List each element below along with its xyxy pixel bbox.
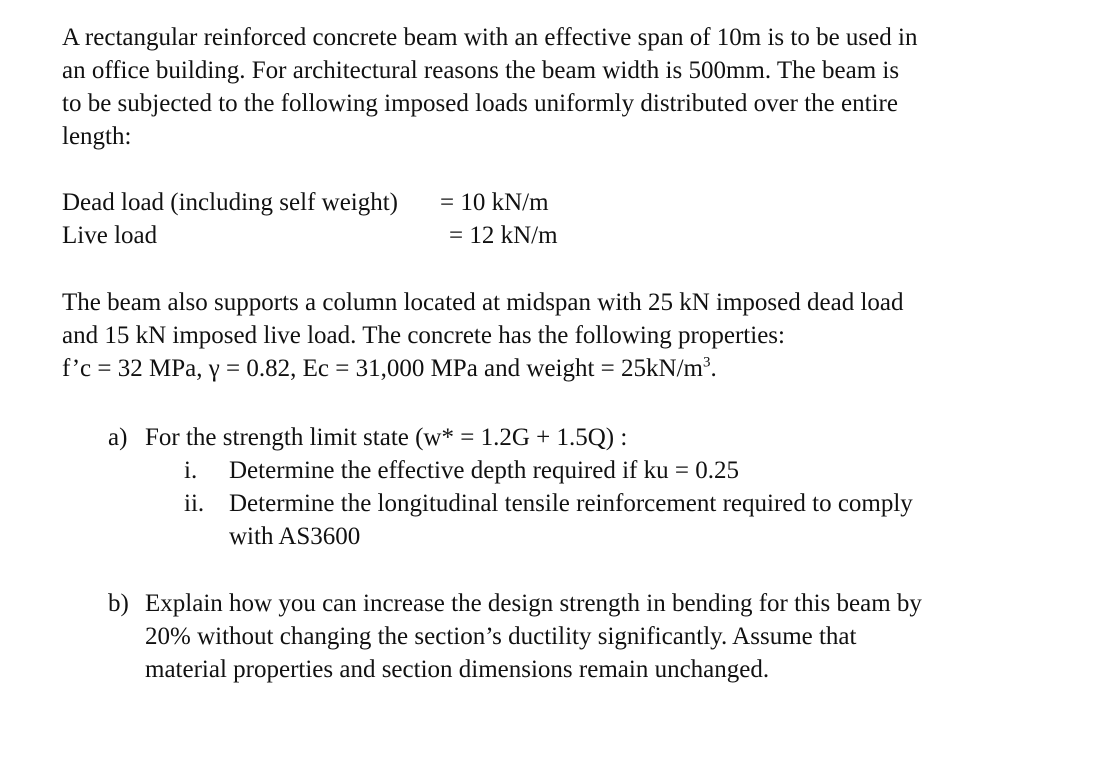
sub-ii-text [229, 487, 1059, 553]
question-b-line: Explain how you can increase the design strength in bending for this beam by [145, 590, 922, 617]
intro-line: A rectangular reinforced concrete beam with an effective span of 10m is to be used in [62, 24, 918, 51]
column-paragraph [62, 286, 1072, 385]
question-a-row [108, 421, 1068, 454]
sub-ii-line: with AS3600 [229, 523, 361, 550]
intro-line: length: [62, 123, 132, 150]
intro-line: an office building. For architectural reasons the beam width is 500mm. The beam is [62, 57, 900, 84]
intro-paragraph [62, 21, 1072, 153]
question-b-text [145, 587, 1065, 686]
concrete-properties-text: f’c = 32 MPa, γ = 0.82, Ec = 31,000 MPa and weight = 25kN/m [62, 355, 703, 382]
live-load-row [62, 219, 662, 252]
dead-load-row [62, 186, 662, 219]
column-line: The beam also supports a column located at midspan with 25 kN imposed dead load [62, 289, 904, 316]
live-load-label: Live load [62, 222, 158, 249]
question-b-line: material properties and section dimensions remain unchanged. [145, 656, 770, 683]
dead-load-label: Dead load (including self weight) [62, 189, 399, 216]
concrete-properties-line [62, 352, 1072, 385]
question-a-text: For the strength limit state (w* = 1.2G + 1.5Q) : [145, 424, 628, 451]
question-a-marker: a) [108, 424, 128, 451]
sub-i-text [229, 454, 1059, 487]
dead-load-value: = 10 kN/m [440, 189, 549, 216]
question-b-line: 20% without changing the section’s ductility significantly. Assume that [145, 623, 857, 650]
loads-list [62, 186, 662, 252]
sub-ii-line: Determine the longitudinal tensile reinforcement required to comply [229, 490, 913, 517]
sub-i-line: Determine the effective depth required if ku = 0.25 [229, 457, 739, 484]
sub-ii-marker: ii. [184, 490, 205, 517]
properties-end: . [710, 355, 717, 382]
question-a [108, 421, 1068, 454]
column-line: and 15 kN imposed live load. The concrete has the following properties: [62, 322, 785, 349]
intro-line: to be subjected to the following imposed loads uniformly distributed over the entire [62, 90, 898, 117]
cubic-superscript: 3 [702, 354, 711, 371]
question-b-marker: b) [108, 590, 129, 617]
live-load-value: = 12 kN/m [449, 222, 558, 249]
sub-i-marker: i. [184, 457, 198, 484]
